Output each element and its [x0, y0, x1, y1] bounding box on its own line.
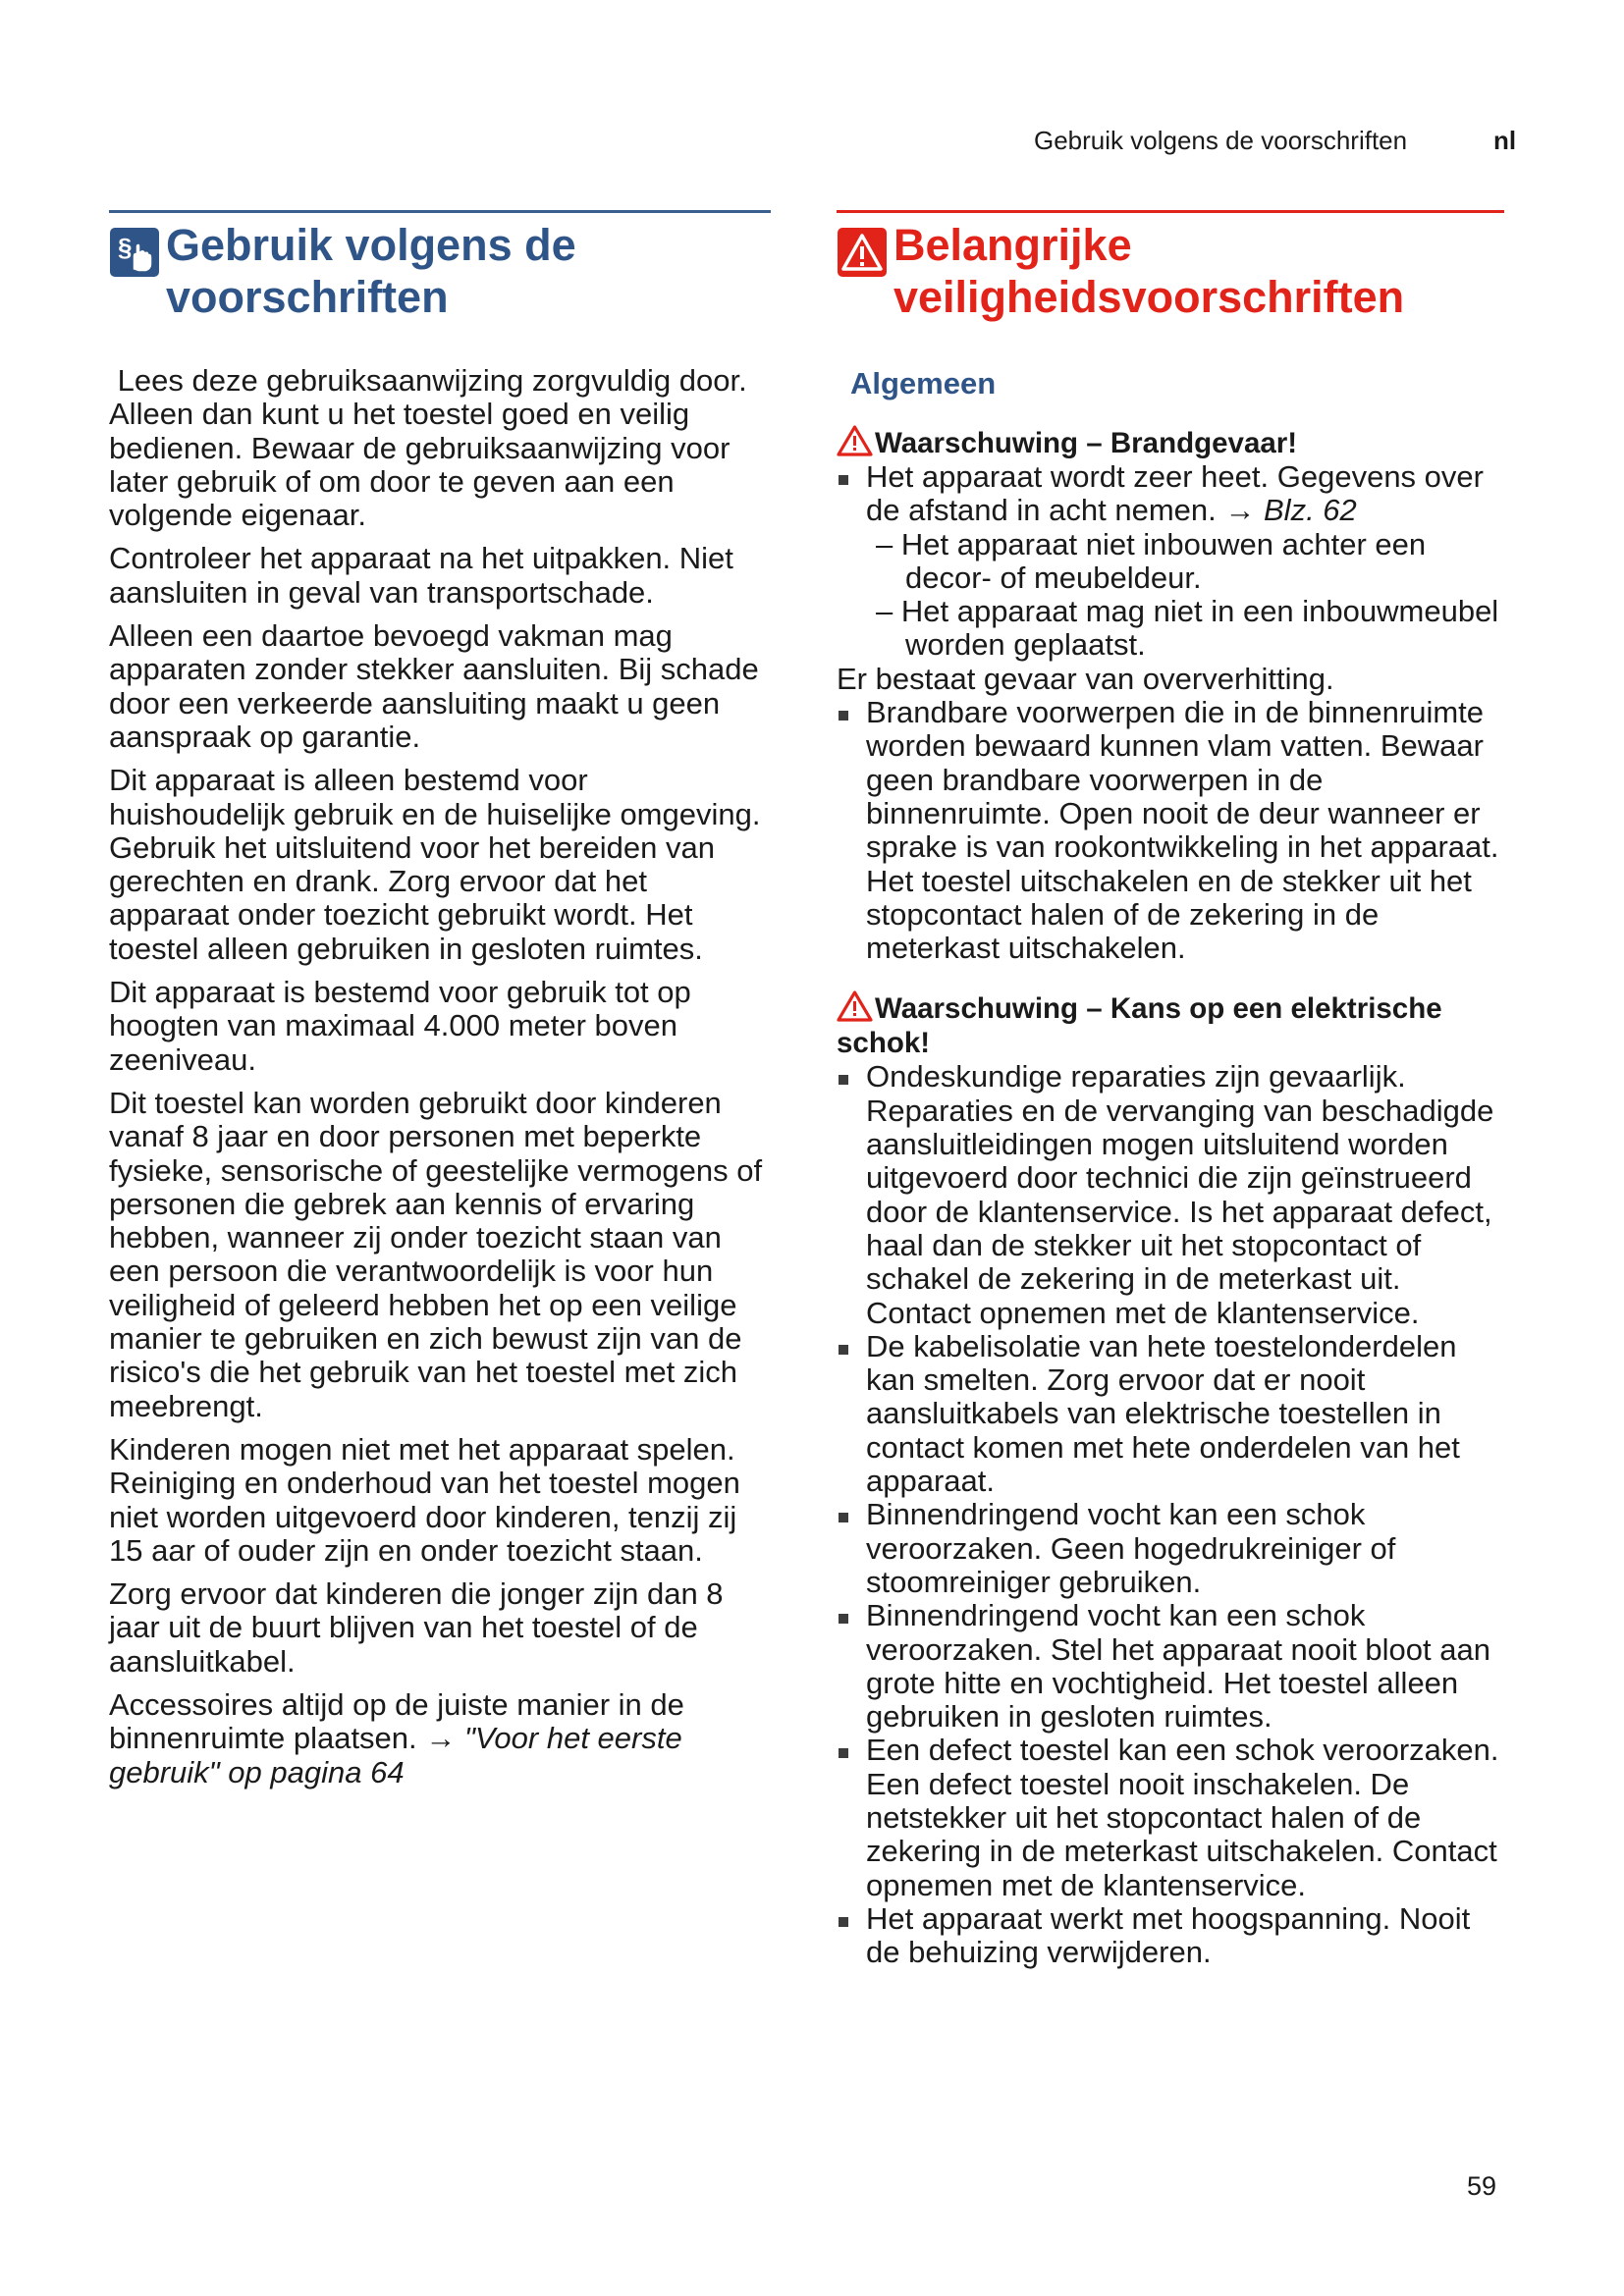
warning-triangle-icon	[837, 425, 873, 456]
list-item-text: Het apparaat wordt zeer heet. Gegevens over de afstand in acht nemen.	[866, 459, 1484, 528]
intended-use-icon	[109, 227, 160, 278]
page-number: 59	[1467, 2171, 1497, 2201]
list-item	[837, 460, 1504, 663]
paragraph: Dit apparaat is bestemd voor gebruik tot op hoogten van maximaal 4.000 meter boven zeeniveau.	[109, 975, 691, 1077]
heading-line-1: Belangrijke	[893, 220, 1132, 270]
shock-warning	[837, 990, 1504, 1969]
paragraph: Dit apparaat is alleen bestemd voor huishoudelijk gebruik en de huiselijke omgeving. Gebruik het uitsluitend voor het bereiden van gerechten en drank. Zorg ervoor dat het apparaat onder toezicht gebruikt wordt. Het toestel alleen gebruiken in gesloten ruimtes.	[109, 763, 761, 966]
paragraph: Lees deze gebruiksaanwijzing zorgvuldig door. Alleen dan kunt u het toestel goed en veilig bedienen. Bewaar de gebruiksaanwijzing voor later gebruik of om door te geven aan een volgende eigenaar.	[109, 363, 754, 533]
heading-rule	[837, 210, 1504, 213]
heading-line-1: Gebruik volgens de	[166, 220, 576, 270]
warning-title-text: Waarschuwing – Brandgevaar!	[875, 427, 1298, 459]
right-column	[837, 210, 1504, 1969]
language-code: nl	[1493, 126, 1517, 155]
list-item: Binnendringend vocht kan een schok veroorzaken. Stel het apparaat nooit bloot aan grote hitte en vochtigheid. Het toestel alleen gebruiken in gesloten ruimtes.	[837, 1599, 1504, 1734]
svg-text:§: §	[118, 233, 133, 262]
page-reference-link[interactable]: "Voor het eerste gebruik" op pagina 64	[109, 1721, 682, 1789]
sub-item: – Het apparaat niet inbouwen achter een decor- of meubeldeur.	[876, 526, 1427, 595]
list-item: Het apparaat werkt met hoogspanning. Nooit de behuizing verwijderen.	[837, 1902, 1504, 1970]
left-column	[109, 210, 771, 1799]
warning-triangle-icon	[837, 990, 873, 1022]
heading-line-2: veiligheidsvoorschriften	[893, 272, 1405, 322]
section-heading-usage	[109, 219, 771, 323]
running-header	[1034, 126, 1517, 156]
warning-title	[837, 425, 1504, 460]
paragraph: Zorg ervoor dat kinderen die jonger zijn dan 8 jaar uit de buurt blijven van het toestel of de aansluitkabel.	[109, 1576, 724, 1679]
heading-line-2: voorschriften	[166, 272, 449, 322]
warning-title-text: Waarschuwing – Kans op een elektrische schok!	[837, 992, 1442, 1060]
sub-item: – Het apparaat mag niet in een inbouwmeubel worden geplaatst.	[876, 594, 1499, 663]
section-heading-safety	[837, 219, 1504, 323]
reference-arrow-icon: →	[1224, 493, 1256, 528]
usage-text	[109, 364, 771, 1789]
warning-list	[837, 1060, 1504, 1969]
list-item: Binnendringend vocht kan een schok veroorzaken. Geen hogedrukreiniger of stoomreiniger gebruiken.	[837, 1498, 1504, 1599]
paragraph: Controleer het apparaat na het uitpakken. Niet aansluiten in geval van transportschade.	[109, 541, 733, 610]
list-item: Een defect toestel kan een schok veroorzaken. Een defect toestel nooit inschakelen. De netstekker uit het stopcontact halen of de zekering in de meterkast uitschakelen. Contact opnemen met de klantenservice.	[837, 1734, 1504, 1901]
fire-warning	[837, 425, 1504, 965]
header-title: Gebruik volgens de voorschriften	[1034, 126, 1408, 155]
warning-list	[837, 696, 1504, 965]
warning-note: Er bestaat gevaar van oververhitting.	[837, 661, 1334, 696]
list-item: Brandbare voorwerpen die in de binnenruimte worden bewaard kunnen vlam vatten. Bewaar geen brandbare voorwerpen in de binnenruimte. Open nooit de deur wanneer er sprake is van rookontwikkeling in het apparaat. Het toestel uitschakelen en de stekker uit het stopcontact halen of de zekering in de meterkast uitschakelen.	[837, 696, 1504, 965]
warning-list	[837, 460, 1504, 663]
heading-rule	[109, 210, 771, 213]
subsection-general: Algemeen	[850, 366, 997, 400]
paragraph: Dit toestel kan worden gebruikt door kinderen vanaf 8 jaar en door personen met beperkte fysieke, sensorische of geestelijke vermogens of personen die gebrek aan kennis of ervaring hebben, wanneer zij onder toezicht staan van een persoon die verantwoordelijk is voor hun veiligheid of geleerd hebben het op een veilige manier te gebruiken en zich bewust zijn van de risico's die het gebruik van het toestel met zich meebrengt.	[109, 1085, 763, 1423]
paragraph-with-reference	[109, 1688, 771, 1789]
list-item: De kabelisolatie van hete toestelonderdelen kan smelten. Zorg ervoor dat er nooit aansluitkabels van elektrische toestellen in contact komen met hete onderdelen van het apparaat.	[837, 1330, 1504, 1498]
paragraph: Alleen een daartoe bevoegd vakman mag apparaten zonder stekker aansluiten. Bij schade door een verkeerde aansluiting maakt u geen aanspraak op garantie.	[109, 618, 759, 754]
warning-badge-icon	[837, 227, 888, 278]
paragraph: Kinderen mogen niet met het apparaat spelen. Reiniging en onderhoud van het toestel mogen niet worden uitgevoerd door kinderen, tenzij zij 15 aar of ouder zijn en onder toezicht staan.	[109, 1431, 740, 1568]
page-reference-link[interactable]: Blz. 62	[1264, 493, 1357, 528]
paragraph-text: Accessoires altijd op de juiste manier in de binnenruimte plaatsen.	[109, 1686, 684, 1756]
warning-title	[837, 990, 1504, 1060]
list-item: Ondeskundige reparaties zijn gevaarlijk. Reparaties en de vervanging van beschadigde aansluitleidingen mogen uitsluitend worden uitgevoerd door technici die zijn geïnstrueerd door de klantenservice. Is het apparaat defect, haal dan de stekker uit het stopcontact of schakel de zekering in de meterkast uit. Contact opnemen met de klantenservice.	[837, 1060, 1504, 1329]
reference-arrow-icon: →	[425, 1721, 457, 1756]
